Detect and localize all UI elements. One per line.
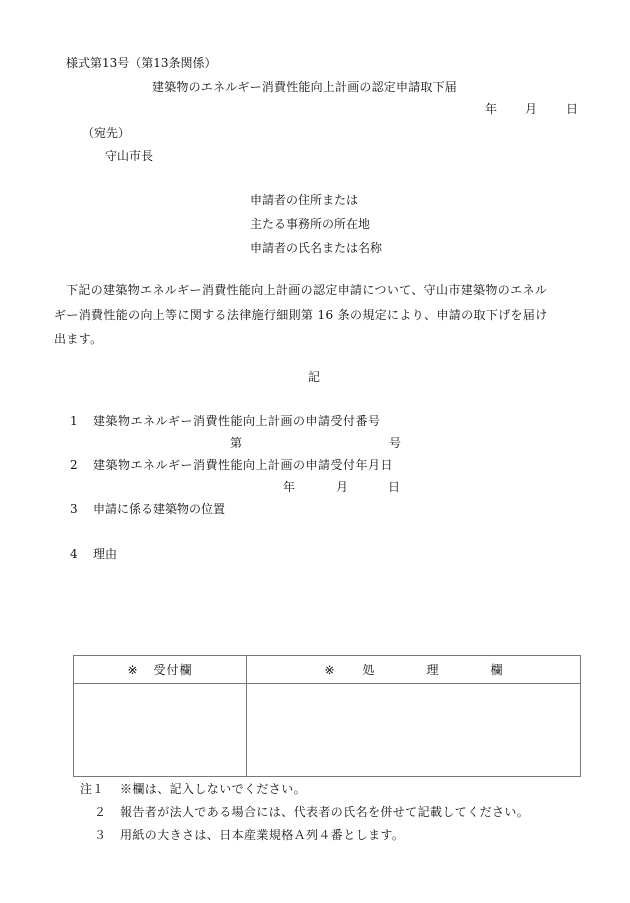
applicant-office-label: 主たる事務所の所在地 [250,217,371,231]
receipt-date-year: 年 [283,480,296,494]
note-number: 注１ [80,782,105,796]
document-title: 建築物のエネルギー消費性能向上計画の認定申請取下届 [152,80,458,94]
processing-header-char: 理 [426,663,439,677]
note-mark-icon: ※ [127,663,138,677]
body-line-1: 下記の建築物エネルギー消費性能向上計画の認定申請について、守山市建築物のエネル [66,283,548,297]
applicant-name-label: 申請者の氏名または名称 [250,241,383,255]
addressee: 守山市長 [105,149,154,163]
processing-column-header [247,656,581,684]
item-label: 建築物エネルギー消費性能向上計画の申請受付年月日 [93,458,394,472]
item-number: 1 [70,414,78,428]
item-label: 理由 [93,547,118,561]
item-number: 3 [70,502,78,516]
body-line-3: 出ます。 [54,332,103,346]
processing-header-char: 処 [362,663,375,677]
body-line-2: ギー消費性能の向上等に関する法律施行細則第 16 条の規定により、申請の取下げを届け [54,307,548,322]
addressee-label: （宛先） [82,126,131,140]
date-year-label: 年 [485,102,498,116]
note-number: ２ [94,805,107,819]
item-label: 建築物エネルギー消費性能向上計画の申請受付番号 [93,414,381,428]
note-mark-icon: ※ [324,663,335,677]
form-number: 様式第13号（第13条関係） [66,56,217,70]
item-number: 2 [70,458,78,472]
receipt-date-month: 月 [336,480,349,494]
note-text: 用紙の大きさは、日本産業規格Ａ列４番とします。 [120,828,405,842]
note-text: 報告者が法人である場合には、代表者の氏名を併せて記載してください。 [120,805,530,819]
item-label: 申請に係る建築物の位置 [93,502,226,516]
receipt-date-day: 日 [388,480,401,494]
note-number: ３ [94,828,107,842]
reception-cell [74,684,247,777]
reception-header-label: 受付欄 [153,663,193,677]
reception-column-header [74,656,247,684]
date-day-label: 日 [566,102,579,116]
body-paragraph [54,278,582,352]
processing-cell [247,684,581,777]
ki-heading: 記 [308,370,321,384]
date-month-label: 月 [525,102,538,116]
receipt-number-prefix: 第 [230,436,243,450]
note-text: ※欄は、記入しないでください。 [120,782,307,796]
item-number: 4 [70,547,78,561]
processing-header-char: 欄 [490,663,503,677]
receipt-number-suffix: 号 [389,436,402,450]
applicant-address-label: 申請者の住所または [250,193,359,207]
office-use-table [73,655,581,777]
